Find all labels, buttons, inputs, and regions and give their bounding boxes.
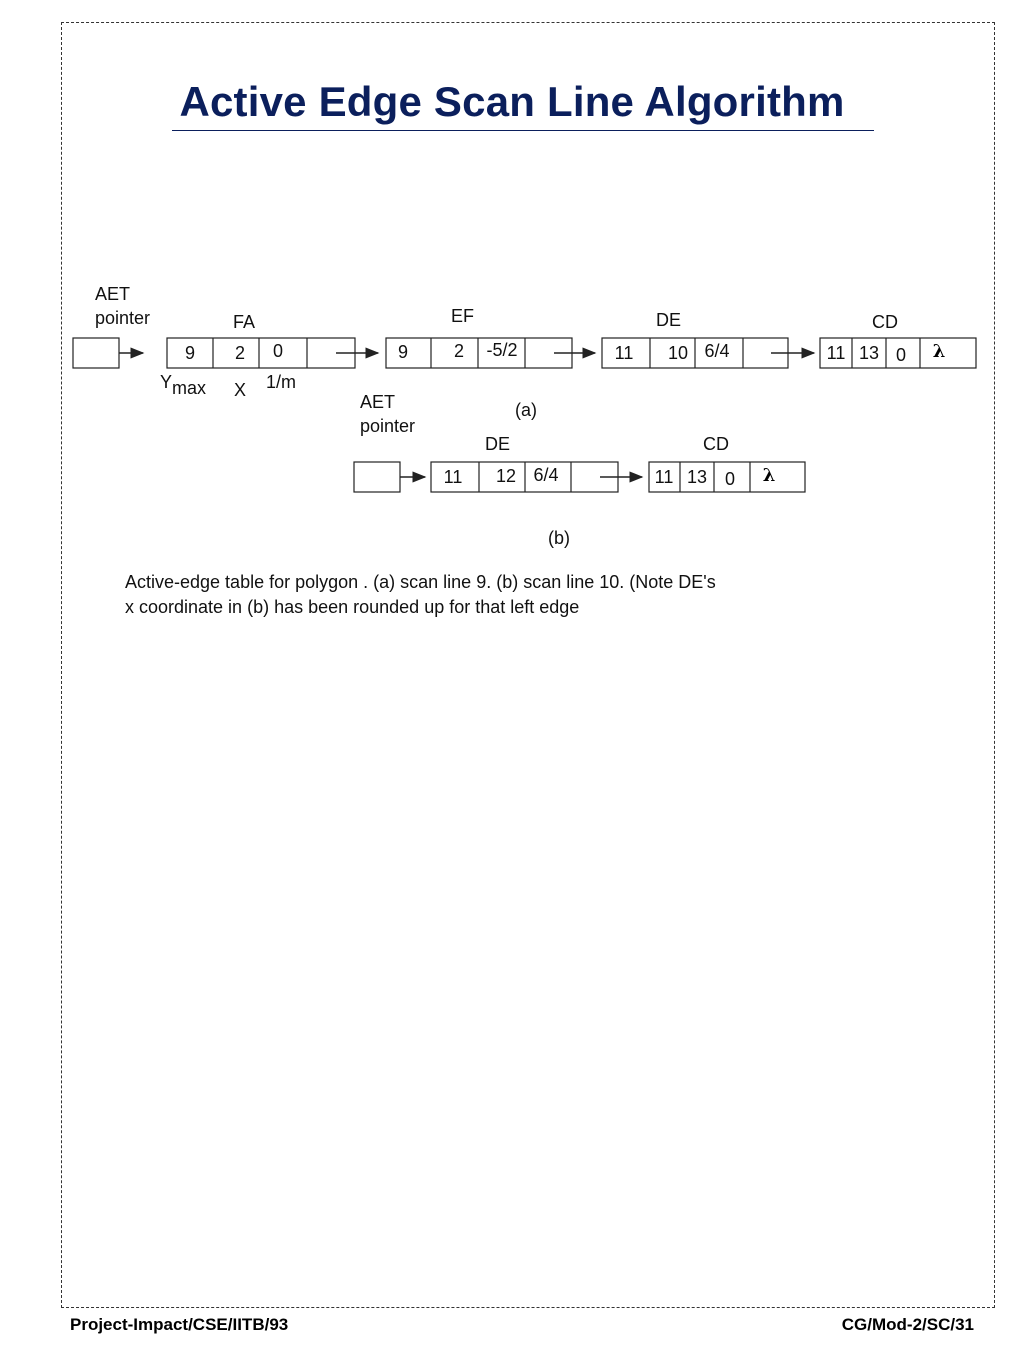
field-ymax-label: Ymax (160, 372, 207, 398)
node-cd-label-b: CD (703, 434, 729, 454)
caption-line-1: Active-edge table for polygon . (a) scan line 9. (b) scan line 10. (Note DE's (125, 572, 716, 592)
field-x-label: X (234, 380, 247, 400)
diagram-b-label: (b) (548, 528, 570, 548)
de-a-inv-slope: 6/4 (704, 341, 730, 361)
aet-pointer-label-a-line2: pointer (95, 308, 151, 328)
ef-inv-slope: -5/2 (486, 340, 518, 360)
cd-a-x: 13 (858, 343, 880, 363)
aet-pointer-box-b (354, 462, 400, 492)
node-ef (386, 338, 572, 368)
aet-pointer-label-b-line2: pointer (360, 416, 416, 436)
footer-source: Project-Impact/CSE/IITB/93 (70, 1315, 289, 1334)
cd-a-ymax: 11 (826, 343, 846, 363)
node-de-label-b: DE (485, 434, 511, 454)
node-fa-label: FA (233, 312, 256, 332)
cd-b-ymax: 11 (654, 467, 674, 487)
node-ef-label: EF (451, 306, 475, 326)
active-edge-table-diagram (0, 0, 1024, 560)
de-b-x: 12 (495, 466, 517, 486)
node-cd-label-a: CD (872, 312, 898, 332)
fa-ymax: 9 (184, 343, 196, 363)
aet-pointer-label-a-line1: AET (95, 284, 131, 304)
aet-pointer-box-a (73, 338, 119, 368)
diagram-a-label: (a) (515, 400, 537, 420)
caption-line-2: x coordinate in (b) has been rounded up for that left edge (125, 597, 580, 617)
footer-slide-id: CG/Mod-2/SC/31 (841, 1315, 974, 1334)
de-b-inv-slope: 6/4 (533, 465, 559, 485)
slide-title: Active Edge Scan Line Algorithm (179, 78, 845, 125)
node-fa (167, 338, 355, 368)
figure-caption (125, 570, 885, 620)
field-inv-slope-label: 1/m (266, 372, 297, 392)
ef-x: 2 (453, 341, 465, 361)
cd-b-inv-slope: 0 (724, 469, 736, 489)
ef-ymax: 9 (397, 342, 409, 362)
de-a-ymax: 11 (614, 343, 634, 363)
fa-inv-slope: 0 (272, 341, 284, 361)
de-b-ymax: 11 (443, 467, 463, 487)
cd-b-x: 13 (686, 467, 708, 487)
de-a-x: 10 (667, 343, 689, 363)
aet-pointer-label-b-line1: AET (360, 392, 396, 412)
cd-a-null-terminator: λ (932, 341, 946, 362)
cd-b-null-terminator: λ (762, 465, 776, 486)
fa-x: 2 (234, 343, 246, 363)
node-de-label-a: DE (656, 310, 682, 330)
cd-a-inv-slope: 0 (895, 345, 907, 365)
